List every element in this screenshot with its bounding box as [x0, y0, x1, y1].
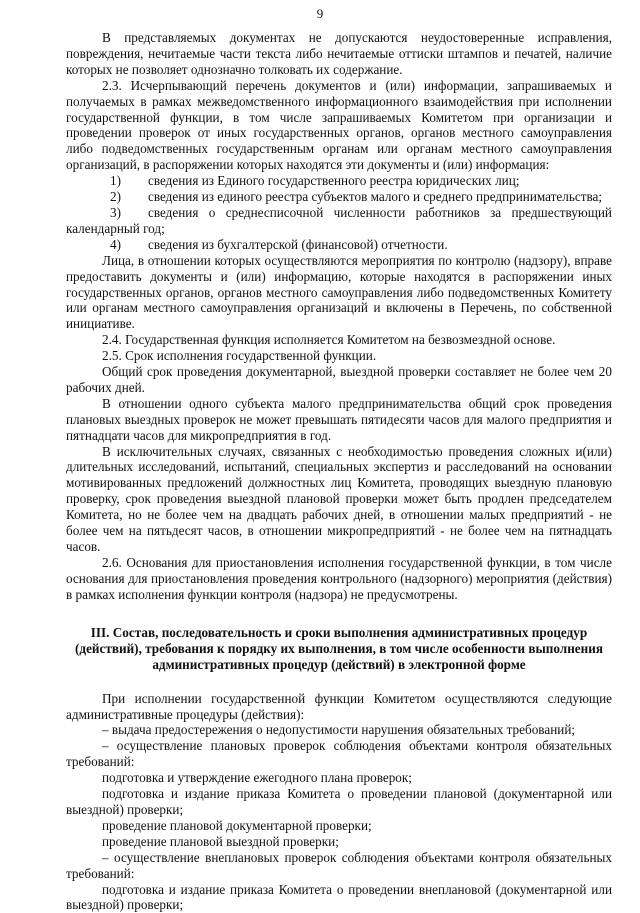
list-item-number: 4): [66, 237, 148, 253]
section-heading: III. Состав, последовательность и сроки выполнения административных процедур (действий), требования к порядку их выполнения, в том числе особенности выполнения административных процедур (действий) в электронной форме: [66, 625, 612, 673]
paragraph: – осуществление внеплановых проверок соблюдения объектами контроля обязательных требований:: [66, 850, 612, 882]
paragraph: Лица, в отношении которых осуществляются мероприятия по контролю (надзору), вправе предоставить документы и (или) информацию, которые находятся в распоряжении иных государственных органов, органов местного самоуправления либо подведомственных Комитету или органам местного самоуправления организаций и включены в Перечень, по собственной инициативе.: [66, 253, 612, 333]
paragraph-2-3: 2.3. Исчерпывающий перечень документов и (или) информации, запрашиваемых и получаемых в рамках межведомственного информационного взаимодействия при исполнении государственной функции, в том числе запрашиваемых Комитетом при организации и проведении проверок от иных государственных органов, органов местного самоуправления либо подведомственных государственным органам или органам местного самоуправления организаций, в распоряжении которых находятся эти документы и (или) информация:: [66, 78, 612, 173]
paragraph: В исключительных случаях, связанных с необходимостью проведения сложных и(или) длительных исследований, испытаний, специальных экспертиз и расследований на основании мотивированных предложений должностных лиц Комитета, проводящих выездную плановую проверку, срок проведения выездной плановой проверки может быть продлен председателем Комитета, но не более чем на двадцать рабочих дней, в отношении малых предприятий - не более чем на пятьдесят часов, в отношении микропредприятий - не более чем на пятнадцать часов.: [66, 444, 612, 555]
list-item: [66, 237, 612, 253]
paragraph: В отношении одного субъекта малого предпринимательства общий срок проведения плановых выездных проверок не может превышать пятидесяти часов для малого предприятия и пятнадцати часов для микропредприятия в год.: [66, 396, 612, 444]
list-item-text: сведения о среднесписочной численности работников за предшествующий календарный год;: [66, 205, 612, 236]
paragraph-2-5: 2.5. Срок исполнения государственной функции.: [66, 348, 612, 364]
list-item-text: сведения из единого реестра субъектов малого и среднего предпринимательства;: [148, 189, 612, 205]
paragraph: подготовка и издание приказа Комитета о проведении внеплановой (документарной или выездной) проверки;: [66, 882, 612, 913]
list-item-number: 2): [66, 189, 148, 205]
paragraph: проведение плановой документарной проверки;: [66, 818, 612, 834]
list-item-number: 3): [110, 205, 148, 221]
list-item-number: 1): [66, 173, 148, 189]
list-item-text: сведения из Единого государственного реестра юридических лиц;: [148, 173, 612, 189]
list-item-text: сведения из бухгалтерской (финансовой) отчетности.: [148, 237, 612, 253]
list-item-wrapped: [66, 205, 612, 237]
paragraph: Общий срок проведения документарной, выездной проверки составляет не более чем 20 рабочих дней.: [66, 364, 612, 396]
paragraph: подготовка и утверждение ежегодного плана проверок;: [66, 770, 612, 786]
paragraph: проведение плановой выездной проверки;: [66, 834, 612, 850]
list-item: [66, 173, 612, 189]
paragraph: При исполнении государственной функции Комитетом осуществляются следующие административные процедуры (действия):: [66, 691, 612, 723]
paragraph: – выдача предостережения о недопустимости нарушения обязательных требований;: [66, 722, 612, 738]
paragraph-2-4: 2.4. Государственная функция исполняется Комитетом на безвозмездной основе.: [66, 332, 612, 348]
list-item: [66, 189, 612, 205]
document-body: [66, 30, 612, 913]
paragraph: подготовка и издание приказа Комитета о проведении плановой (документарной или выездной) проверки;: [66, 786, 612, 818]
paragraph-2-6: 2.6. Основания для приостановления исполнения государственной функции, в том числе основания для приостановления проведения контрольного (надзорного) мероприятия (действия) в рамках исполнения функции контроля (надзора) не предусмотрены.: [66, 555, 612, 603]
paragraph: В представляемых документах не допускаются неудостоверенные исправления, повреждения, нечитаемые части текста либо нечитаемые оттиски штампов и печатей, наличие которых не позволяет однозначно толковать их содержание.: [66, 30, 612, 78]
paragraph: – осуществление плановых проверок соблюдения объектами контроля обязательных требований:: [66, 738, 612, 770]
page-number: 9: [0, 6, 640, 22]
